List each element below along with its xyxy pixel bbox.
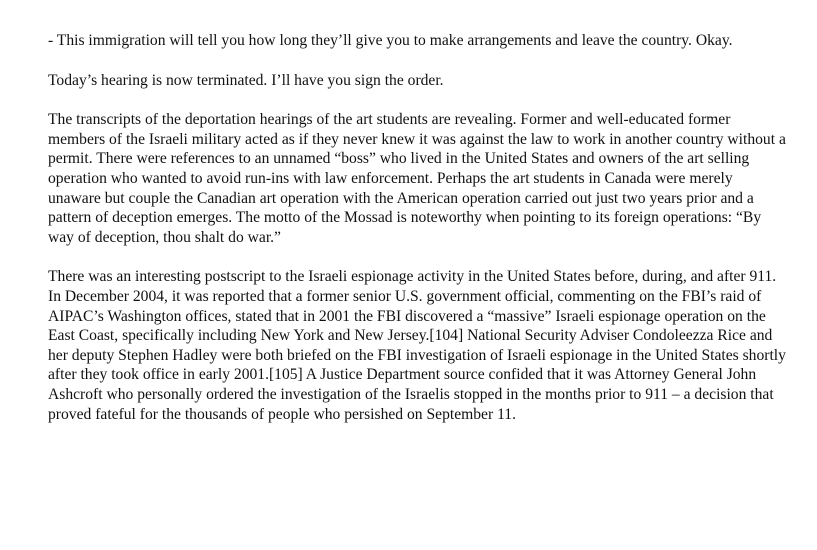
paragraph-spacer <box>48 90 788 110</box>
paragraph-immigration-instruction: - This immigration will tell you how long they’ll give you to make arrangements and leave the country. Okay. <box>48 32 733 49</box>
paragraph-hearing-terminated: Today’s hearing is now terminated. I’ll have you sign the order. <box>48 71 444 89</box>
paragraph-postscript: There was an interesting postscript to the Israeli espionage activity in the United States before, during, and after 911. In December 2004, it was reported that a former senior U.S. government official, commenting on the FBI’s raid of AIPAC’s Washington offices, stated that in 2001 the FBI discovered a “massive” Israeli espionage operation on the East Coast, specifically including New York and New Jersey.[104] National Security Adviser Condoleezza Rice and her deputy Stephen Hadley were both briefed on the FBI investigation of Israeli espionage in the United States shortly after they took office in early 2001.[105] A Justice Department source confided that it was Attorney General John Ashcroft who personally ordered the investigation of the Israelis stopped in the months prior to 911 – a decision that proved fateful for the thousands of people who persished on September 11. <box>48 268 786 423</box>
paragraph-spacer <box>48 247 788 267</box>
paragraph-transcripts: The transcripts of the deportation hearings of the art students are revealing. Former and well-educated former members of the Israeli military acted as if they never knew it was against the law to work in another country without a permit. There were references to an unnamed “boss” who lived in the United States and owners of the art selling operation who wanted to avoid run-ins with law enforcement. Perhaps the art students in Canada were merely unaware but couple the Canadian art operation with the American operation carried out just two years prior and a pattern of deception emerges. The motto of the Mossad is noteworthy when pointing to its foreign operations: “By way of deception, thou shalt do war.” <box>48 111 786 246</box>
document-body <box>48 31 788 424</box>
paragraph-spacer <box>48 51 788 71</box>
